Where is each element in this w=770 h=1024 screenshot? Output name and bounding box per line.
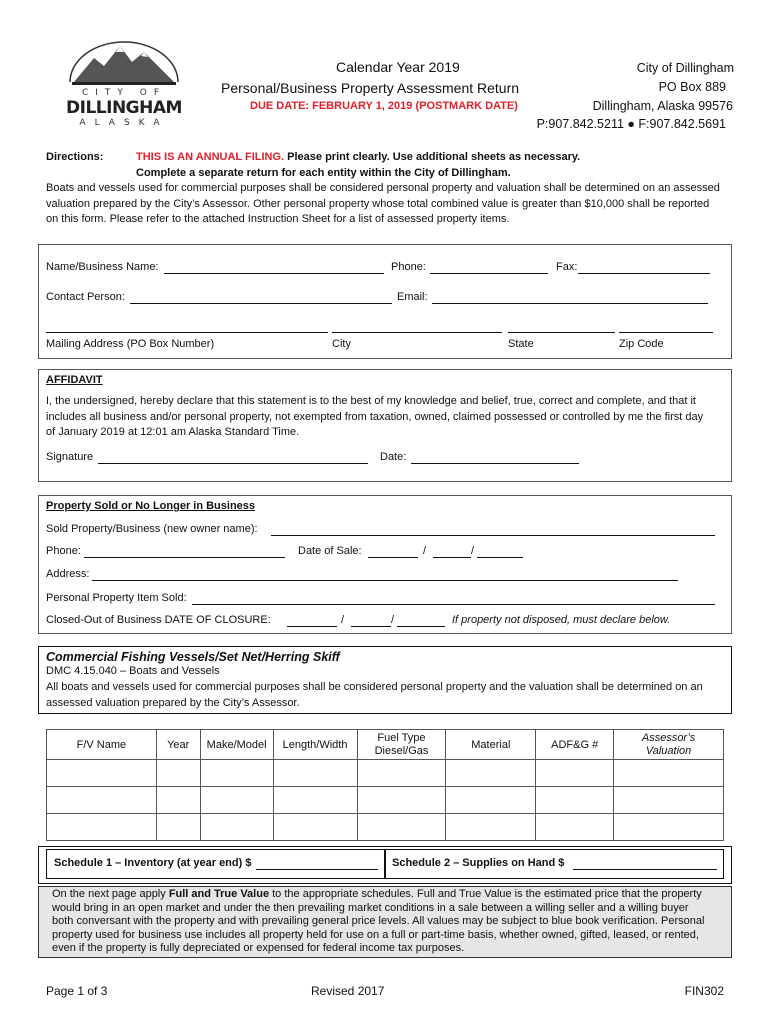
phone-fax: P:907.842.5211 ● F:907.842.5691 [536,117,726,131]
print-instructions: Please print clearly. Use additional sheets as necessary. [284,151,581,163]
table-header-row [47,730,724,760]
column-header: Material [446,730,536,760]
table-cell[interactable] [200,787,273,814]
sold-address-field[interactable] [92,580,678,581]
table-cell[interactable] [536,760,614,787]
vessels-paragraph: All boats and vessels used for commercial purposes shall be considered personal property and the valuation shall be determined on an assessed valuation prepared by the City’s Assessor. [46,681,703,709]
email-label: Email: [397,291,428,303]
contact-person-label: Contact Person: [46,291,125,303]
column-header: Make/Model [200,730,273,760]
email-field[interactable] [432,303,708,304]
column-header: Year [156,730,200,760]
table-cell[interactable] [536,787,614,814]
city-label: City [332,338,351,350]
city-logo [64,38,184,130]
signature-label: Signature [46,451,94,463]
fax-label: Fax: [556,261,578,273]
closure-slash-2: / [391,614,395,626]
table-cell[interactable] [446,760,536,787]
sale-month-field[interactable] [368,557,418,558]
state-field[interactable] [508,332,615,333]
signature-field[interactable] [98,463,368,464]
new-owner-field[interactable] [271,535,715,536]
logo-state: ALASKA [79,118,169,128]
table-row[interactable] [47,814,724,841]
schedule-1-label: Schedule 1 – Inventory (at year end) $ [54,857,252,869]
table-cell[interactable] [156,760,200,787]
table-cell[interactable] [536,814,614,841]
item-sold-field[interactable] [192,604,715,605]
table-row[interactable] [47,760,724,787]
phone-label: Phone: [391,261,426,273]
closure-year-field[interactable] [397,626,445,627]
logo-city-name: DILLINGHAM [66,98,182,118]
table-cell[interactable] [273,814,357,841]
affidavit-date-label: Date: [380,451,407,463]
table-cell[interactable] [614,787,724,814]
mountain-logo-icon [64,38,184,86]
affidavit-heading: AFFIDAVIT [46,374,103,386]
city-address: Dillingham, Alaska 99576 [592,99,733,113]
column-header: Assessor’s Valuation [614,730,724,760]
fax-field[interactable] [578,273,710,274]
column-header: F/V Name [47,730,157,760]
logo-city-of: CITY OF [81,88,167,98]
table-cell[interactable] [200,760,273,787]
page-number: Page 1 of 3 [46,984,108,998]
new-owner-label: Sold Property/Business (new owner name): [46,523,258,535]
item-sold-label: Personal Property Item Sold: [46,592,187,604]
schedule-2-field[interactable] [573,869,717,870]
directions-label: Directions: [46,151,104,163]
schedule-2-label: Schedule 2 – Supplies on Hand $ [392,857,565,869]
table-cell[interactable] [200,814,273,841]
sale-year-field[interactable] [477,557,523,558]
form-id: FIN302 [684,984,724,998]
closure-day-field[interactable] [351,626,391,627]
table-cell[interactable] [273,760,357,787]
table-cell[interactable] [47,787,157,814]
dmc-reference: DMC 4.15.040 – Boats and Vessels [46,665,220,677]
closure-label: Closed-Out of Business DATE OF CLOSURE: [46,614,271,626]
closure-month-field[interactable] [287,626,337,627]
title-year: Calendar Year 2019 [336,59,460,75]
directions-line1 [136,151,580,163]
sale-day-field[interactable] [433,557,471,558]
vessels-table [46,729,724,841]
due-date: DUE DATE: FEBRUARY 1, 2019 (POSTMARK DATE) [250,100,518,112]
directions-paragraph: Boats and vessels used for commercial purposes shall be considered personal property and valuation shall be determined on an assessed valuation prepared by the City’s Assessor. Other personal property whose total combined value is greater than $10,000 shall be reported on this form. Please refer to the attached Instruction Sheet for a list of assessed property items. [46,182,720,225]
table-cell[interactable] [47,814,157,841]
revised-date: Revised 2017 [311,984,385,998]
table-cell[interactable] [156,814,200,841]
contact-person-field[interactable] [130,303,392,304]
city-field[interactable] [332,332,502,333]
table-cell[interactable] [357,814,446,841]
title-form: Personal/Business Property Assessment Return [221,80,520,96]
name-business-field[interactable] [164,273,384,274]
column-header: Length/Width [273,730,357,760]
table-cell[interactable] [446,787,536,814]
date-of-sale-label: Date of Sale: [298,545,362,557]
affidavit-text: I, the undersigned, hereby declare that this statement is to the best of my knowledge and belief, true, correct and complete, and that it includes all business and/or personal property, not exempted from taxation, owned, claimed possessed or controlled by me the first day of January 2019 at 12:01 am Alaska Standard Time. [46,395,704,438]
mailing-address-field[interactable] [46,332,328,333]
vessels-heading: Commercial Fishing Vessels/Set Net/Herring Skiff [46,650,340,664]
property-sold-heading: Property Sold or No Longer in Business [46,500,256,512]
zip-field[interactable] [619,332,713,333]
sold-address-label: Address: [46,568,90,580]
table-cell[interactable] [273,787,357,814]
schedule-1-field[interactable] [256,869,378,870]
phone-field[interactable] [430,273,548,274]
table-cell[interactable] [357,787,446,814]
zip-label: Zip Code [619,338,664,350]
annual-filing-notice: THIS IS AN ANNUAL FILING. [136,151,285,163]
separate-return-notice: Complete a separate return for each entity within the City of Dillingham. [136,167,511,179]
name-business-label: Name/Business Name: [46,261,159,273]
state-label: State [508,338,534,350]
table-cell[interactable] [357,760,446,787]
table-cell[interactable] [446,814,536,841]
column-header: ADF&G # [536,730,614,760]
mailing-address-label: Mailing Address (PO Box Number) [46,338,215,350]
city-name: City of Dillingham [636,61,734,75]
closure-slash-1: / [341,614,345,626]
sold-phone-label: Phone: [46,545,81,557]
full-true-value-text: On the next page apply Full and True Value to the appropriate schedules. Full and True Value is the estimated price that the property would bring in an open market and under the then prevailing market conditions in a sale between a willing seller and a willing buyer both conversant with the property and with prevailing general price levels. All values may be subject to blue book verification. Personal property used for business use includes all property held for use on a full or part-time basis, whether owned, gifted, leased, or rented, even if the property is fully depreciated or expensed for federal income tax purposes. [52,888,705,955]
sale-date-slash-2: / [471,545,475,557]
po-box: PO Box 889 [658,80,726,94]
column-header: Fuel Type Diesel/Gas [357,730,446,760]
table-cell[interactable] [47,760,157,787]
sale-date-slash-1: / [423,545,427,557]
table-cell[interactable] [614,814,724,841]
table-cell[interactable] [156,787,200,814]
table-cell[interactable] [614,760,724,787]
full-true-value-term: Full and True Value [168,888,270,900]
table-row[interactable] [47,787,724,814]
affidavit-date-field[interactable] [411,463,579,464]
not-disposed-note: If property not disposed, must declare below. [452,614,671,626]
sold-phone-field[interactable] [84,557,285,558]
